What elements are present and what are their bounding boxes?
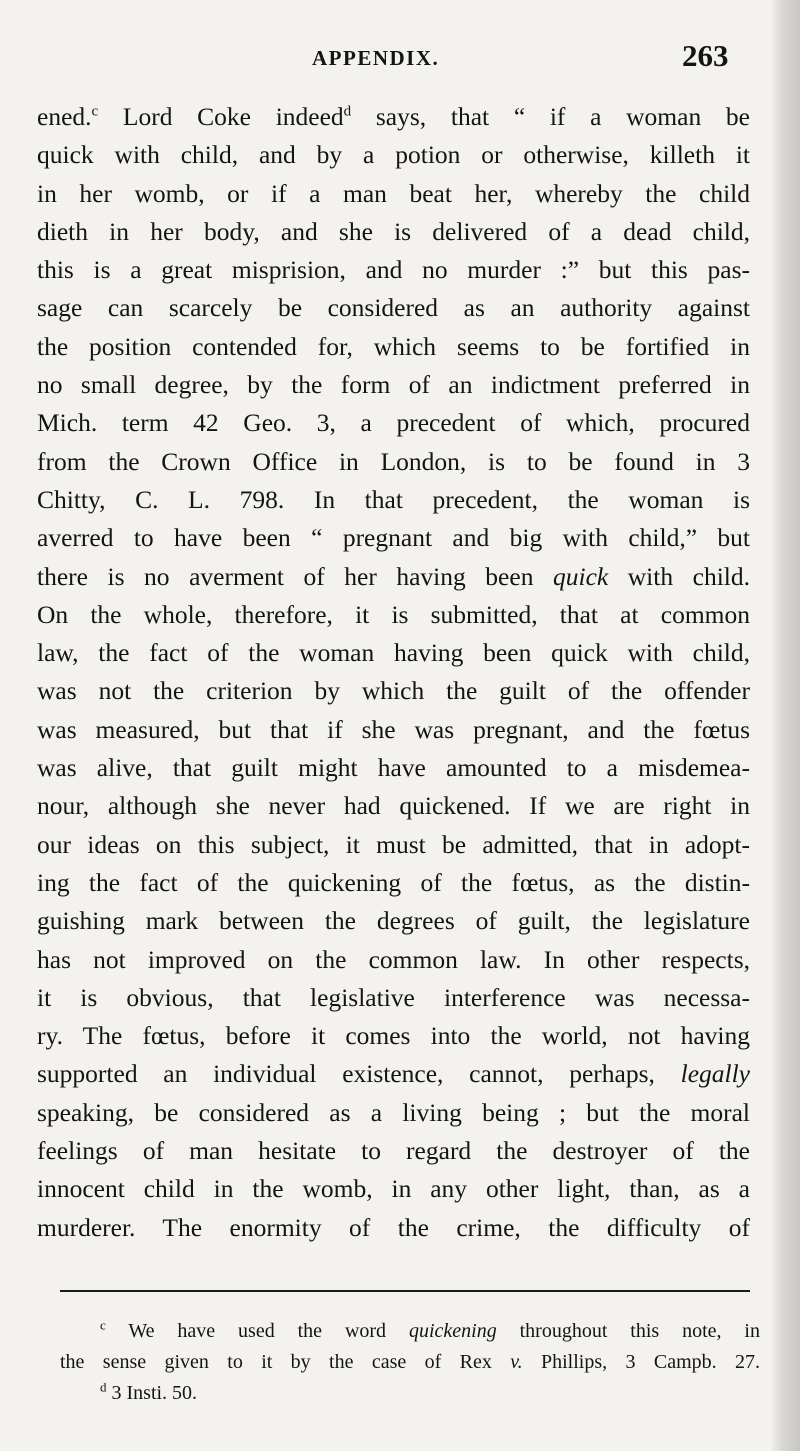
text-line: feelings of man hesitate to regard the destroyer of the <box>37 1136 750 1166</box>
footnote-mark: c <box>100 1317 106 1333</box>
page-edge-shadow <box>772 0 800 1451</box>
text-line: from the Crown Office in London, is to be found in 3 <box>37 446 750 476</box>
text-run: Lord Coke indeed <box>98 102 344 131</box>
footnote-mark: d <box>100 1379 107 1395</box>
text-line: this is a great misprision, and no murder :” but this pas- <box>37 255 750 285</box>
footnotes <box>60 1316 760 1409</box>
italic-text: legally <box>680 1059 750 1089</box>
italic-text: quickening <box>408 1320 497 1342</box>
footnote-c-continued <box>60 1347 760 1378</box>
text-line: was not the criterion by which the guilt of the offender <box>37 676 750 706</box>
text-line: it is obvious, that legislative interference was necessa- <box>37 982 750 1012</box>
text-line: was alive, that guilt might have amounted to a misdemea- <box>37 753 750 783</box>
text-line: Mich. term 42 Geo. 3, a precedent of which, procured <box>37 408 750 438</box>
footnote-ref-d: d <box>343 103 352 120</box>
footnote-c <box>60 1316 760 1347</box>
text-run: ened. <box>37 102 92 131</box>
text-line: law, the fact of the woman having been quick with child, <box>37 638 750 668</box>
text-line: dieth in her body, and she is delivered of a dead child, <box>37 216 750 246</box>
text-line: nour, although she never had quickened. If we are right in <box>37 791 750 821</box>
text-run: throughout this note, in <box>496 1320 760 1342</box>
text-line <box>37 1055 750 1093</box>
text-line: guishing mark between the degrees of guilt, the legislature <box>37 906 750 936</box>
text-run: 3 Insti. 50. <box>106 1382 198 1404</box>
text-line: in her womb, or if a man beat her, whereby the child <box>37 178 750 208</box>
text-line: ing the fact of the quickening of the fœtus, as the distin- <box>37 867 750 897</box>
text-line: our ideas on this subject, it must be admitted, that in adopt- <box>37 829 750 859</box>
text-line <box>37 558 750 596</box>
main-text <box>37 98 750 1247</box>
text-line: On the whole, therefore, it is submitted, that at common <box>37 599 750 629</box>
text-line: has not improved on the common law. In other respects, <box>37 944 750 974</box>
text-line: innocent child in the womb, in any other light, than, as a <box>37 1174 750 1204</box>
running-head: APPENDIX. <box>312 46 440 70</box>
text-line: the position contended for, which seems to be fortified in <box>37 331 750 361</box>
text-line <box>37 98 750 136</box>
page-number: 263 <box>682 38 729 73</box>
italic-text: quick <box>552 561 609 591</box>
footnote-d <box>60 1378 760 1409</box>
text-line: averred to have been “ pregnant and big with child,” but <box>37 523 750 553</box>
text-run: supported an individual existence, cannot, perhaps, <box>37 1059 681 1089</box>
text-run: says, that “ if a woman be <box>351 102 750 131</box>
text-line: speaking, be considered as a living being ; but the moral <box>37 1097 750 1127</box>
text-line: was measured, but that if she was pregnant, and the fœtus <box>37 714 750 744</box>
text-line: quick with child, and by a potion or otherwise, killeth it <box>37 140 750 170</box>
italic-text: v. <box>510 1351 523 1373</box>
footnote-divider <box>60 1290 750 1292</box>
text-line: no small degree, by the form of an indictment preferred in <box>37 370 750 400</box>
text-line: sage can scarcely be considered as an authority against <box>37 293 750 323</box>
text-line: Chitty, C. L. 798. In that precedent, the woman is <box>37 484 750 514</box>
text-run: Phillips, 3 Campb. 27. <box>522 1351 761 1373</box>
text-line: murderer. The enormity of the crime, the difficulty of <box>37 1212 750 1242</box>
footnote-ref-c: c <box>91 103 99 120</box>
text-run: the sense given to it by the case of Rex <box>60 1351 511 1373</box>
page-header <box>0 38 800 78</box>
text-run: We have used the word <box>105 1320 409 1342</box>
text-line: ry. The fœtus, before it comes into the world, not having <box>37 1021 750 1051</box>
text-run: with child. <box>608 561 750 591</box>
text-run: there is no averment of her having been <box>37 561 553 591</box>
